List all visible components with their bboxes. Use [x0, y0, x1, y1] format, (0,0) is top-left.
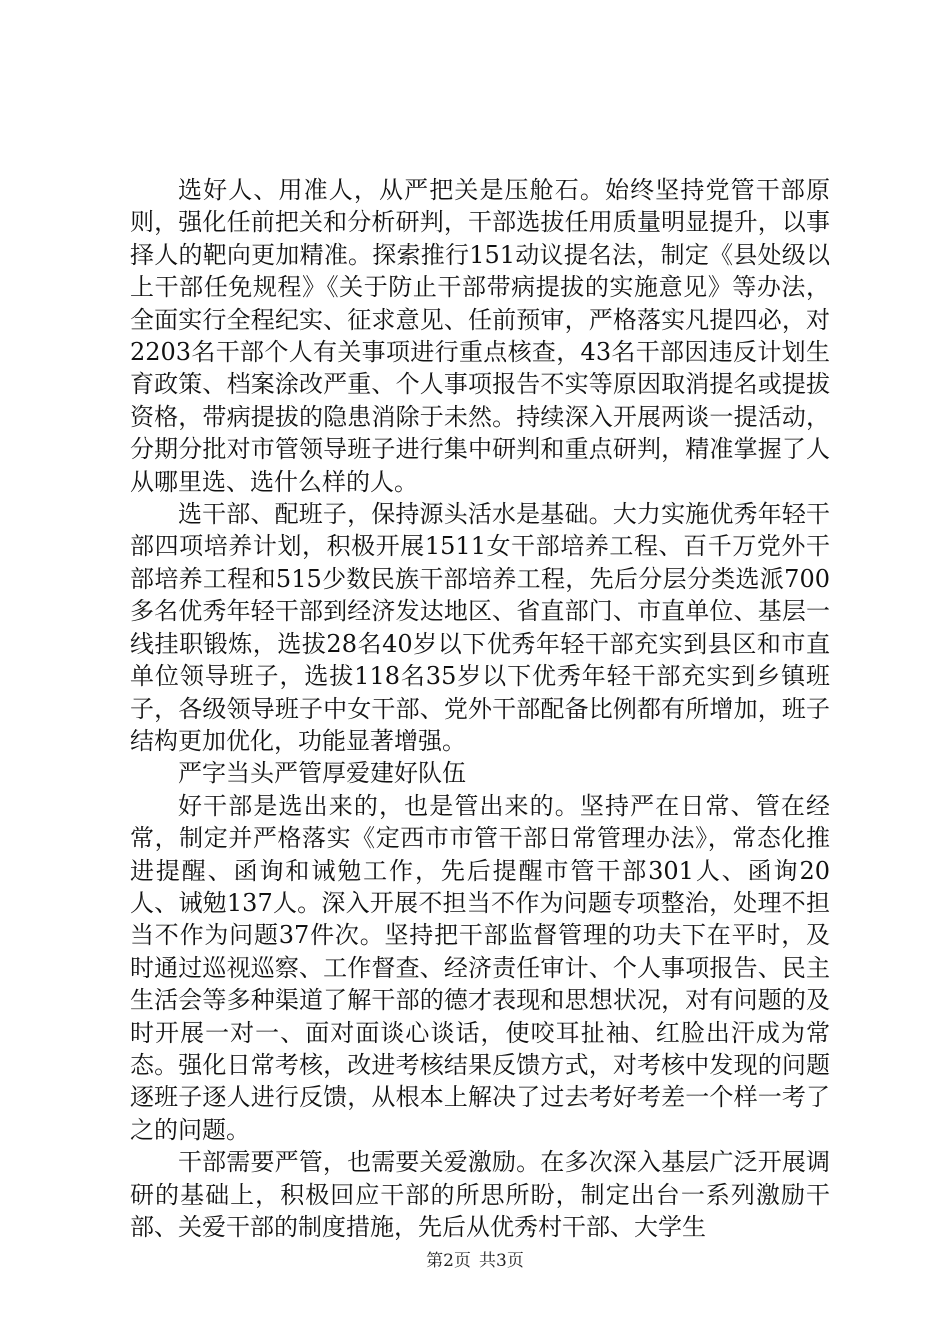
paragraph-daily-management: 好干部是选出来的，也是管出来的。坚持严在日常、管在经常，制定并严格落实《定西市市管干部日常管理办法》，常态化推进提醒、函询和诫勉工作，先后提醒市管干部301人、函询20人、诫勉137人。深入开展不担当不作为问题专项整治，处理不担当不作为问题37件次。坚持把干部监督管理的功夫下在平时，及时通过巡视巡察、工作督查、经济责任审计、个人事项报告、民主生活会等多种渠道了解干部的德才表现和思想状况，对有问题的及时开展一对一、面对面谈心谈话，使咬耳扯袖、红脸出汗成为常态。强化日常考核，改进考核结果反馈方式，对考核中发现的问题逐班子逐人进行反馈，从根本上解决了过去考好考差一个样一考了之的问题。	[130, 791, 830, 1144]
page-number: 第2页	[426, 1251, 471, 1271]
paragraph-care-incentives: 干部需要严管，也需要关爱激励。在多次深入基层广泛开展调研的基础上，积极回应干部的所思所盼，制定出台一系列激励干部、关爱干部的制度措施，先后从优秀村干部、大学生	[130, 1148, 830, 1241]
document-body	[130, 174, 830, 1243]
paragraph-young-cadres: 选干部、配班子，保持源头活水是基础。大力实施优秀年轻干部四项培养计划，积极开展1511女干部培养工程、百千万党外干部培养工程和515少数民族干部培养工程，先后分层分类选派700多名优秀年轻干部到经济发达地区、省直部门、市直单位、基层一线挂职锻炼，选拔28名40岁以下优秀年轻干部充实到县区和市直单位领导班子，选拔118名35岁以下优秀年轻干部充实到乡镇班子，各级领导班子中女干部、党外干部配备比例都有所增加，班子结构更加优化，功能显著增强。	[130, 500, 830, 755]
section-heading: 严字当头严管厚爱建好队伍	[178, 759, 466, 788]
page-total: 共3页	[479, 1251, 524, 1271]
page-footer	[0, 1246, 950, 1271]
paragraph-selection-principle: 选好人、用准人，从严把关是压舱石。始终坚持党管干部原则，强化任前把关和分析研判，干部选拔任用质量明显提升，以事择人的靶向更加精准。探索推行151动议提名法，制定《县处级以上干部任免规程》《关于防止干部带病提拔的实施意见》等办法，全面实行全程纪实、征求意见、任前预审，严格落实凡提四必，对2203名干部个人有关事项进行重点核查，43名干部因违反计划生育政策、档案涂改严重、个人事项报告不实等原因取消提名或提拔资格，带病提拔的隐患消除于未然。持续深入开展两谈一提活动，分期分批对市管领导班子进行集中研判和重点研判，精准掌握了人从哪里选、选什么样的人。	[130, 176, 830, 496]
